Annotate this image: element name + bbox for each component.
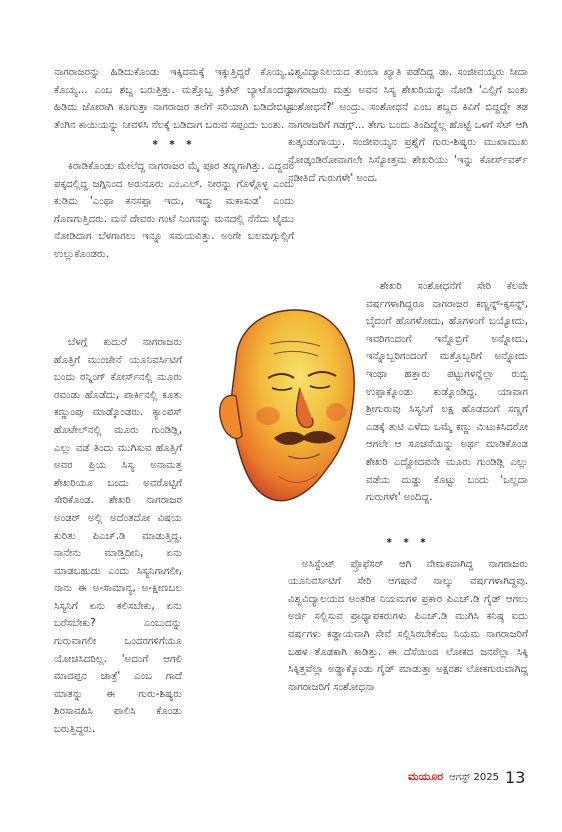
caricature-face-illustration: [208, 300, 360, 512]
section-break: * * *: [152, 140, 196, 152]
issue-date: ಆಗಸ್ಟ್ 2025: [449, 771, 500, 783]
paragraph: ಕಿರಾಡಿಕೊಂಡು ಮೇಲೆದ್ದ ನಾಗರಾಜರ ಮೈ ಪೂರ ತಣ್ಣಗಾಗಿತ್ತು. ಎದ್ದವರ ಪಕ್ಕದಲ್ಲಿದ್ದ ಜಗ್ಗಿನಿಂದ ಅರುನೂರು ಎಂ.ಎಲ್. ನೀರನ್ನು ಗೊಳ್ಗೊಳ್ಳ ಎಂದು ಕುಡಿದು 'ಎಂಥಾ ಕನಸಪ್ಪಾ ಇದು, ಇದ್ಮು ಮಕಾಸುಡ' ಎಂದು ಗೊಣಗುತ್ತಿದರು. ಮನೆ ದೇವರು ಗಂಟೆ ನಿಂಗನನ್ನು ಮನದಲ್ಲಿ ನೆನೆದು ಟೈಮು ನೋಡಿದಾಗ ಬೆಳಗಾಗಲು ಇನ್ನೂ ಸಮಯವಿತ್ತು. ಅಂಗೇ ಬಲಮಗ್ಗುಲ್ಲಿಗೆ ಉಲ್ಲುಕೊಂಡರು.: [54, 160, 294, 260]
page-number: 13: [505, 767, 526, 787]
paragraph: ಶೇಖರಿ ಸಂಶೋಧನೆಗೆ ಸೇರಿ ಕೆಲವೇ ವರ್ಷಗಳಾಗಿದ್ದರೂ ನಾಗರಾಜರ ಕಣ್ಣನ್ನ್-ಕ್ಕಸನ್ನ್, ಬೈದಂಗೆ ಹೊಗಳೋದು, ಹೊಗಳಂಗೆ ಬಯ್ಯೋದು, ಇವರಿಗಂದಂಗೆ ಇನ್ನೊಬ್ರಿಗೆ ಅನ್ನೋದು, ಇನ್ನೊಬ್ಬರಿಗಂದಂಗೆ ಮತ್ತೊಬ್ಬರಿಗೆ ಅನ್ನೋದು ಇಂಥಾ ಹತ್ತಾರು ಪಟ್ಟುಗಳನ್ನೆಲ್ಲಾ ರುಬ್ಬಿ ಉಪ್ಪಾಕ್ಕೊಂಡು ಕುಡ್ಕೊಂಡಿದ್ದ. ಯಾವಾಗ ಶ್ರೀಗುರುವು ಸಿಸ್ಯನಿಗೆ ಲಕ್ಷ ಹೊಡದಂಗೆ ಸಣ್ಣಗೆ ಎಡಕ್ಕೆ ತುಟಿ ಎಳೆದು ಒಮ್ಮೆ ಕಣ್ಣು ಮಿಟುಕಿಸಿದರೋ ಆಗಲೇ ಆ ಸೂಚನೆಯನ್ನು ಅರ್ಥ ಮಾಡಿಕೊಂಡ ಶೇಖರಿ ಎದ್ದೋದವನೇ ಮೂರು ಗುಂಡಿಡ್ಲಿ ಎಲ್ಲು ವಡೆಯ ದುಡ್ಡು ಕೊಟ್ಟು ಬಂದು 'ಒಲ್ಲದಾ ಗುರುಗಳೇ' ಅಂದಿದ್ದ.: [366, 281, 528, 504]
section-break: * * *: [386, 538, 430, 549]
page-footer: [408, 766, 525, 788]
paragraph: ವಿಶ್ವವಿದ್ಯಾನಿಲಯದ ತುಂಬಾ ಖ್ಯಾತಿ ಪಡೆದಿದ್ದ ಡಾ. ಸಂಜೀವಯ್ಯರು ಸೀದಾ ನಾಗರಾಜರು ಮತ್ತು ಅವನ ಸಿಸ್ಯ ಶೇಖರಿಯನ್ನು ನೋಡಿ 'ಎಲ್ಲಿಗೆ ಬಂತು ಸಂಶೋಧನೆ?' ಅಂದ್ರು. ಸಂಶೋಧನೆ ಎಂಬ ಶಬ್ದದ ಕಿವಿಗೆ ಬಿದ್ದದ್ದೇ ತಡ ನಾಗರಾಜರಿಗೆ ಗಡಗ್ಗ್... ತೇಗು ಬಂದು ತಿಂದಿದ್ದೆಲ್ಲ ಹೊಟ್ಟೆ ಒಳಗೆ ಸೆಟ್ ಆಗಿ ಕುತ್ಕಂಡಂಗಾಯ್ತು. ಸಂಜೀವಯ್ಯನ ಪ್ರಶ್ನೆಗೆ ಗುರು-ಶಿಷ್ಯರು ಮುಖಾಮುಖ ನೋಡ್ಕಂಡಿರೋವಾಗಲೇ ಸಿಸ್ಯೋತ್ತಮ ಶೇಖರಿಯು 'ಇನ್ನು ಕೋರ್ಸ್‌ವರ್ಕ್ ನಡೀತಿದೆ ಗುರುಗಳೇ' ಅಂದ.: [288, 67, 528, 184]
paragraph: ಬೆಳಗ್ಗೆ ಕುದುರೆ ನಾಗರಾಜರು ಹೊತ್ತಿಗೆ ಮುಂಚೇನೆ ಯೂನಿವರ್ಸಿಟಿಗೆ ಬಂದು ರನ್ನಿಂಗ್ ಕೋರ್ಸ್‌ನಲ್ಲಿ ಮೂರು ರವಂಡು ಹೊಡೆದು, ಪಾರ್ಕಿನಲ್ಲಿ ಕೂತು ಕಣ್ಣುಂಪು ಮಾಡ್ಕೊಂಡರು. ಕ್ಯಾಂಪಸ್ ಹೊಟೇಲ್‌ನಲ್ಲಿ ಮೂರು ಗುಂಡಿಡ್ಲಿ, ಎಲ್ಲು ವಡೆ ತಿಂದು ಮುಗಿಸುವ ಹೊತ್ತಿಗೆ ಅವರ ಪ್ರಿಯ ಸಿಸ್ಯ ಅನಾಮತ್ತ ಶೇಖರಿಯೂ ಬಂದು ಅವರೊಟ್ಟಿಗೆ ಸೇರಿಕೊಂಡ. ಶೇಖರಿ ನಾಗರಾಜರ ಅಂಡರ್ ಅಲ್ಲಿ ಅದೆಂತದೋ ವಿಷಯ ಕುರಿತು ಪಿಎಚ್.ಡಿ ಮಾಡುತ್ತಿದ್ದ. ನಾನೇನು ಮಾಡ್ತಿದೀನಿ, ಏನು ಮಾಡಬಹುದು ಎಂದು ಸಿಸ್ಯನಿಗಾಗಲೀ, ನಾನು ಈ ಅ-ಸಾಮಾನ್ಯ, ಅ-ಕ್ಷೀಣಬಲ ಸಿಸ್ಯನಿಗೆ ಏನು ಕಲಿಸಬೇಕು, ಏನು ಬರೆಸಬೇಕು? ಎಂಬುದನ್ನು ಗುರುವಾಗಲೀ ಒಂದರಗಳಿಗೆಯೂ ಯೋಚಿಸಿದರಿಲ್ಲ. 'ಅದಂಗೆ ಆಗಲಿ ಮಾದಪ್ಪನ ಜಾತ್ರೆ' ಎಂಬ ಗಾದೆ ಮಾತನ್ನು ಈ ಗುರು-ಶಿಷ್ಯರು ಶಿರಸಾವಹಿಸಿ ಪಾಲಿಸಿ ಕೊಂಡು ಬರುತ್ತಿದ್ದರು.: [54, 336, 182, 736]
paragraph: ಅಸಿಸ್ಟೆಂಟ್ ಪ್ರೊಫೆಸರ್ ಆಗಿ ನೇಮಕವಾಗಿದ್ದ ನಾಗರಾಜರು ಯೂನಿವರ್ಸಿಟಿಗೆ ಸೇರಿ ಆಗಷಾನೆ ನಾಲ್ಕು ವರ್ಷಗಳಾಗಿದ್ದವು. ವಿಶ್ವವಿದ್ಯಾಲಯದ ಅಂತರಿಕ ನಿಯಮಗಳ ಪ್ರಕಾರ ಪಿಎಚ್.ಡಿ ಗೈಡ್ ಆಗಲು ಅರ್ಜಿ ಸಲ್ಲಿಸುವ ಪ್ರಾಧ್ಯಾಪಕರುಗಳು ಪಿಎಚ್.ಡಿ ಮುಗಿಸಿ ಕನಿಷ್ಠ ಐದು ವರ್ಷಗಳು ಕಡ್ಡಾಯವಾಗಿ ಸೇವೆ ಸಲ್ಲಿಸಿರಬೇಕೆಂಬ ನಿಯಮ ನಾಗರಾಜರಿಗೆ ಬಹಳ ತೊಡಕಾಗಿ ಕಾಡಿತ್ತು. ಈ ದೆಸೆಯಿಂದ ಲೋಕದ ಜನರೆಲ್ಲಾ ಸಿಕ್ಕಿ ಸಿಕ್ಕಿತ್ತವೆಲ್ಲಾ ಅಡ್ಡಾಕ್ಕೊಂಡು ಗೈಡ್ ಮಾಡುತ್ತಾ ಅಕ್ಷರಶಃ ಲೋಕಗುರುವಾಗಿದ್ದ ನಾಗರಾಜರಿಗೆ ಸಂಶೋಧನಾ: [288, 558, 528, 693]
paragraph: ನಾಗರಾಜರನ್ನು ಹಿಡಿದುಕೊಂಡು ಇಕ್ಕಿದಮಕ್ಕೆ ಇಕ್ಕುತ್ತಿದ್ದರೆ ಕೊಯ್ಯ... ಕೊಯ್ಯ... ಎಂಬ ಶಬ್ದ ಬರುತ್ತಿತ್ತು. ಮತ್ತೊಬ್ಬ ಕ್ರಿಕೆಟ್ ಬ್ಯಾಟೊಂದನ್ನು ಹಿಡಿದು ಜೋರಾಗಿ ಕೂಗುತ್ತಾ ನಾಗರಾಜರ ತಲೆಗೆ ಸರಿಯಾಗಿ ಬಡಿದೇಬಿಟ್ಟ. ತೆಂಗಿನ ಕಾಯಿಯನ್ನು ನೀವಳಿಸಿ ನೆಲಕ್ಕೆ ಬಡಿದಾಗ ಬರುವ ಸಪ್ಪಂದು ಬಂತು.: [54, 67, 294, 131]
magazine-name: ಮಯೂರ: [408, 770, 444, 783]
